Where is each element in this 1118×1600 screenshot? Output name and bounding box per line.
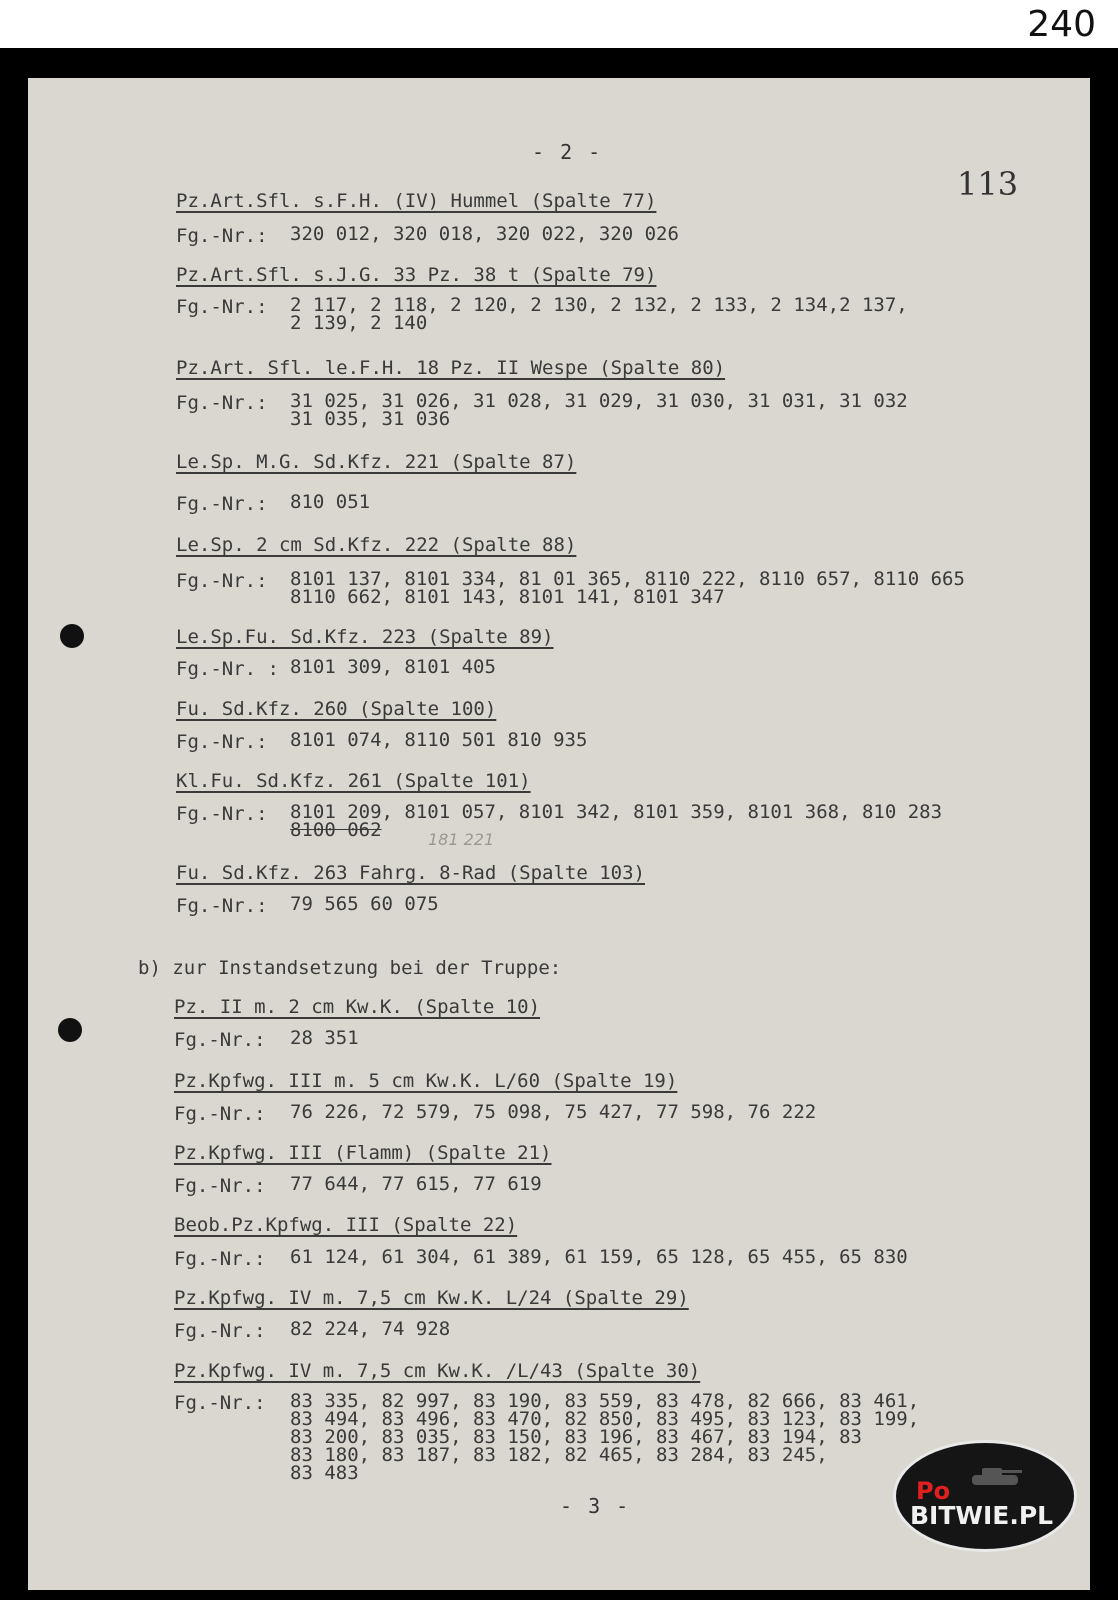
tank-icon	[966, 1461, 1026, 1491]
fg-nr-label: Fg.-Nr. :	[176, 658, 279, 680]
entry-heading: Pz.Kpfwg. III (Flamm) (Spalte 21)	[174, 1142, 552, 1164]
serial-numbers-line: 83 494, 83 496, 83 470, 82 850, 83 495, 83 123, 83 199,	[290, 1408, 920, 1430]
serial-numbers-line: 82 224, 74 928	[290, 1318, 451, 1340]
struck-serial-number: 8100 062	[290, 819, 382, 841]
fg-nr-label: Fg.-Nr.:	[176, 731, 268, 753]
fg-nr-label: Fg.-Nr.:	[176, 570, 268, 592]
entry-heading: Pz.Kpfwg. IV m. 7,5 cm Kw.K. /L/43 (Spalte 30)	[174, 1360, 701, 1382]
fg-nr-label: Fg.-Nr.:	[174, 1175, 266, 1197]
fg-nr-label: Fg.-Nr.:	[174, 1029, 266, 1051]
serial-numbers-line: 8101 209, 8101 057, 8101 342, 8101 359, 8101 368, 810 283	[290, 801, 943, 823]
serial-numbers-line: 8101 074, 8110 501 810 935	[290, 729, 588, 751]
section-b-heading: b) zur Instandsetzung bei der Truppe:	[138, 957, 562, 979]
entry-heading: Pz.Art. Sfl. le.F.H. 18 Pz. II Wespe (Spalte 80)	[176, 357, 726, 379]
serial-numbers-line: 83 335, 82 997, 83 190, 83 559, 83 478, 82 666, 83 461,	[290, 1390, 920, 1412]
entry-heading: Kl.Fu. Sd.Kfz. 261 (Spalte 101)	[176, 770, 531, 792]
serial-numbers-line: 8101 137, 8101 334, 81 01 365, 8110 222, 8110 657, 8110 665	[290, 568, 965, 590]
next-page-marker: - 3 -	[560, 1494, 631, 1518]
serial-numbers-line: 31 025, 31 026, 31 028, 31 029, 31 030, 31 031, 31 032	[290, 390, 908, 412]
serial-numbers-line: 83 180, 83 187, 83 182, 82 465, 83 284, 83 245,	[290, 1444, 828, 1466]
serial-numbers-line: 83 200, 83 035, 83 150, 83 196, 83 467, 83 194, 83	[290, 1426, 862, 1448]
serial-numbers-line: 28 351	[290, 1027, 359, 1049]
serial-numbers-line: 31 035, 31 036	[290, 408, 451, 430]
serial-numbers-line: 77 644, 77 615, 77 619	[290, 1173, 542, 1195]
pencil-annotation: 181 221	[428, 830, 495, 849]
entry-heading: Pz.Art.Sfl. s.F.H. (IV) Hummel (Spalte 77)	[176, 190, 657, 212]
entry-heading: Beob.Pz.Kpfwg. III (Spalte 22)	[174, 1214, 518, 1236]
entry-heading: Le.Sp.Fu. Sd.Kfz. 223 (Spalte 89)	[176, 626, 554, 648]
fg-nr-label: Fg.-Nr.:	[176, 296, 268, 318]
serial-numbers-line: 2 139, 2 140	[290, 312, 428, 334]
entry-heading: Le.Sp. M.G. Sd.Kfz. 221 (Spalte 87)	[176, 451, 577, 473]
serial-numbers-line: 61 124, 61 304, 61 389, 61 159, 65 128, 65 455, 65 830	[290, 1246, 908, 1268]
fg-nr-label: Fg.-Nr.:	[176, 803, 268, 825]
serial-numbers-line: 810 051	[290, 491, 371, 513]
fg-nr-label: Fg.-Nr.:	[176, 225, 268, 247]
entry-heading: Fu. Sd.Kfz. 260 (Spalte 100)	[176, 698, 497, 720]
serial-numbers-line: 79 565 60 075	[290, 893, 439, 915]
logo-text-po: Po	[916, 1477, 951, 1505]
site-logo	[893, 1440, 1077, 1552]
fg-nr-label: Fg.-Nr.:	[174, 1248, 266, 1270]
serial-numbers-line: 8110 662, 8101 143, 8101 141, 8101 347	[290, 586, 725, 608]
punch-hole	[60, 624, 84, 648]
entry-heading: Pz.Art.Sfl. s.J.G. 33 Pz. 38 t (Spalte 79)	[176, 264, 657, 286]
scan-header-bar	[0, 0, 1118, 48]
fg-nr-label: Fg.-Nr.:	[176, 895, 268, 917]
serial-numbers-line: 76 226, 72 579, 75 098, 75 427, 77 598, 76 222	[290, 1101, 817, 1123]
serial-numbers-line: 8101 309, 8101 405	[290, 656, 496, 678]
folio-number: 113	[957, 165, 1019, 203]
fg-nr-label: Fg.-Nr.:	[174, 1320, 266, 1342]
fg-nr-label: Fg.-Nr.:	[174, 1392, 266, 1414]
punch-hole	[58, 1018, 82, 1042]
entry-heading: Fu. Sd.Kfz. 263 Fahrg. 8-Rad (Spalte 103)	[176, 862, 645, 884]
serial-numbers-line: 320 012, 320 018, 320 022, 320 026	[290, 223, 679, 245]
entry-heading: Pz. II m. 2 cm Kw.K. (Spalte 10)	[174, 996, 541, 1018]
page-marker: - 2 -	[532, 140, 603, 164]
fg-nr-label: Fg.-Nr.:	[176, 493, 268, 515]
serial-numbers-line: 2 117, 2 118, 2 120, 2 130, 2 132, 2 133, 2 134,2 137,	[290, 294, 908, 316]
scan-page-number: 240	[1027, 4, 1096, 45]
logo-text-bitwie: BITWIE.PL	[910, 1501, 1054, 1530]
entry-heading: Pz.Kpfwg. III m. 5 cm Kw.K. L/60 (Spalte 19)	[174, 1070, 678, 1092]
entry-heading: Pz.Kpfwg. IV m. 7,5 cm Kw.K. L/24 (Spalte 29)	[174, 1287, 689, 1309]
fg-nr-label: Fg.-Nr.:	[176, 392, 268, 414]
entry-heading: Le.Sp. 2 cm Sd.Kfz. 222 (Spalte 88)	[176, 534, 577, 556]
serial-numbers-line: 83 483	[290, 1462, 359, 1484]
fg-nr-label: Fg.-Nr.:	[174, 1103, 266, 1125]
